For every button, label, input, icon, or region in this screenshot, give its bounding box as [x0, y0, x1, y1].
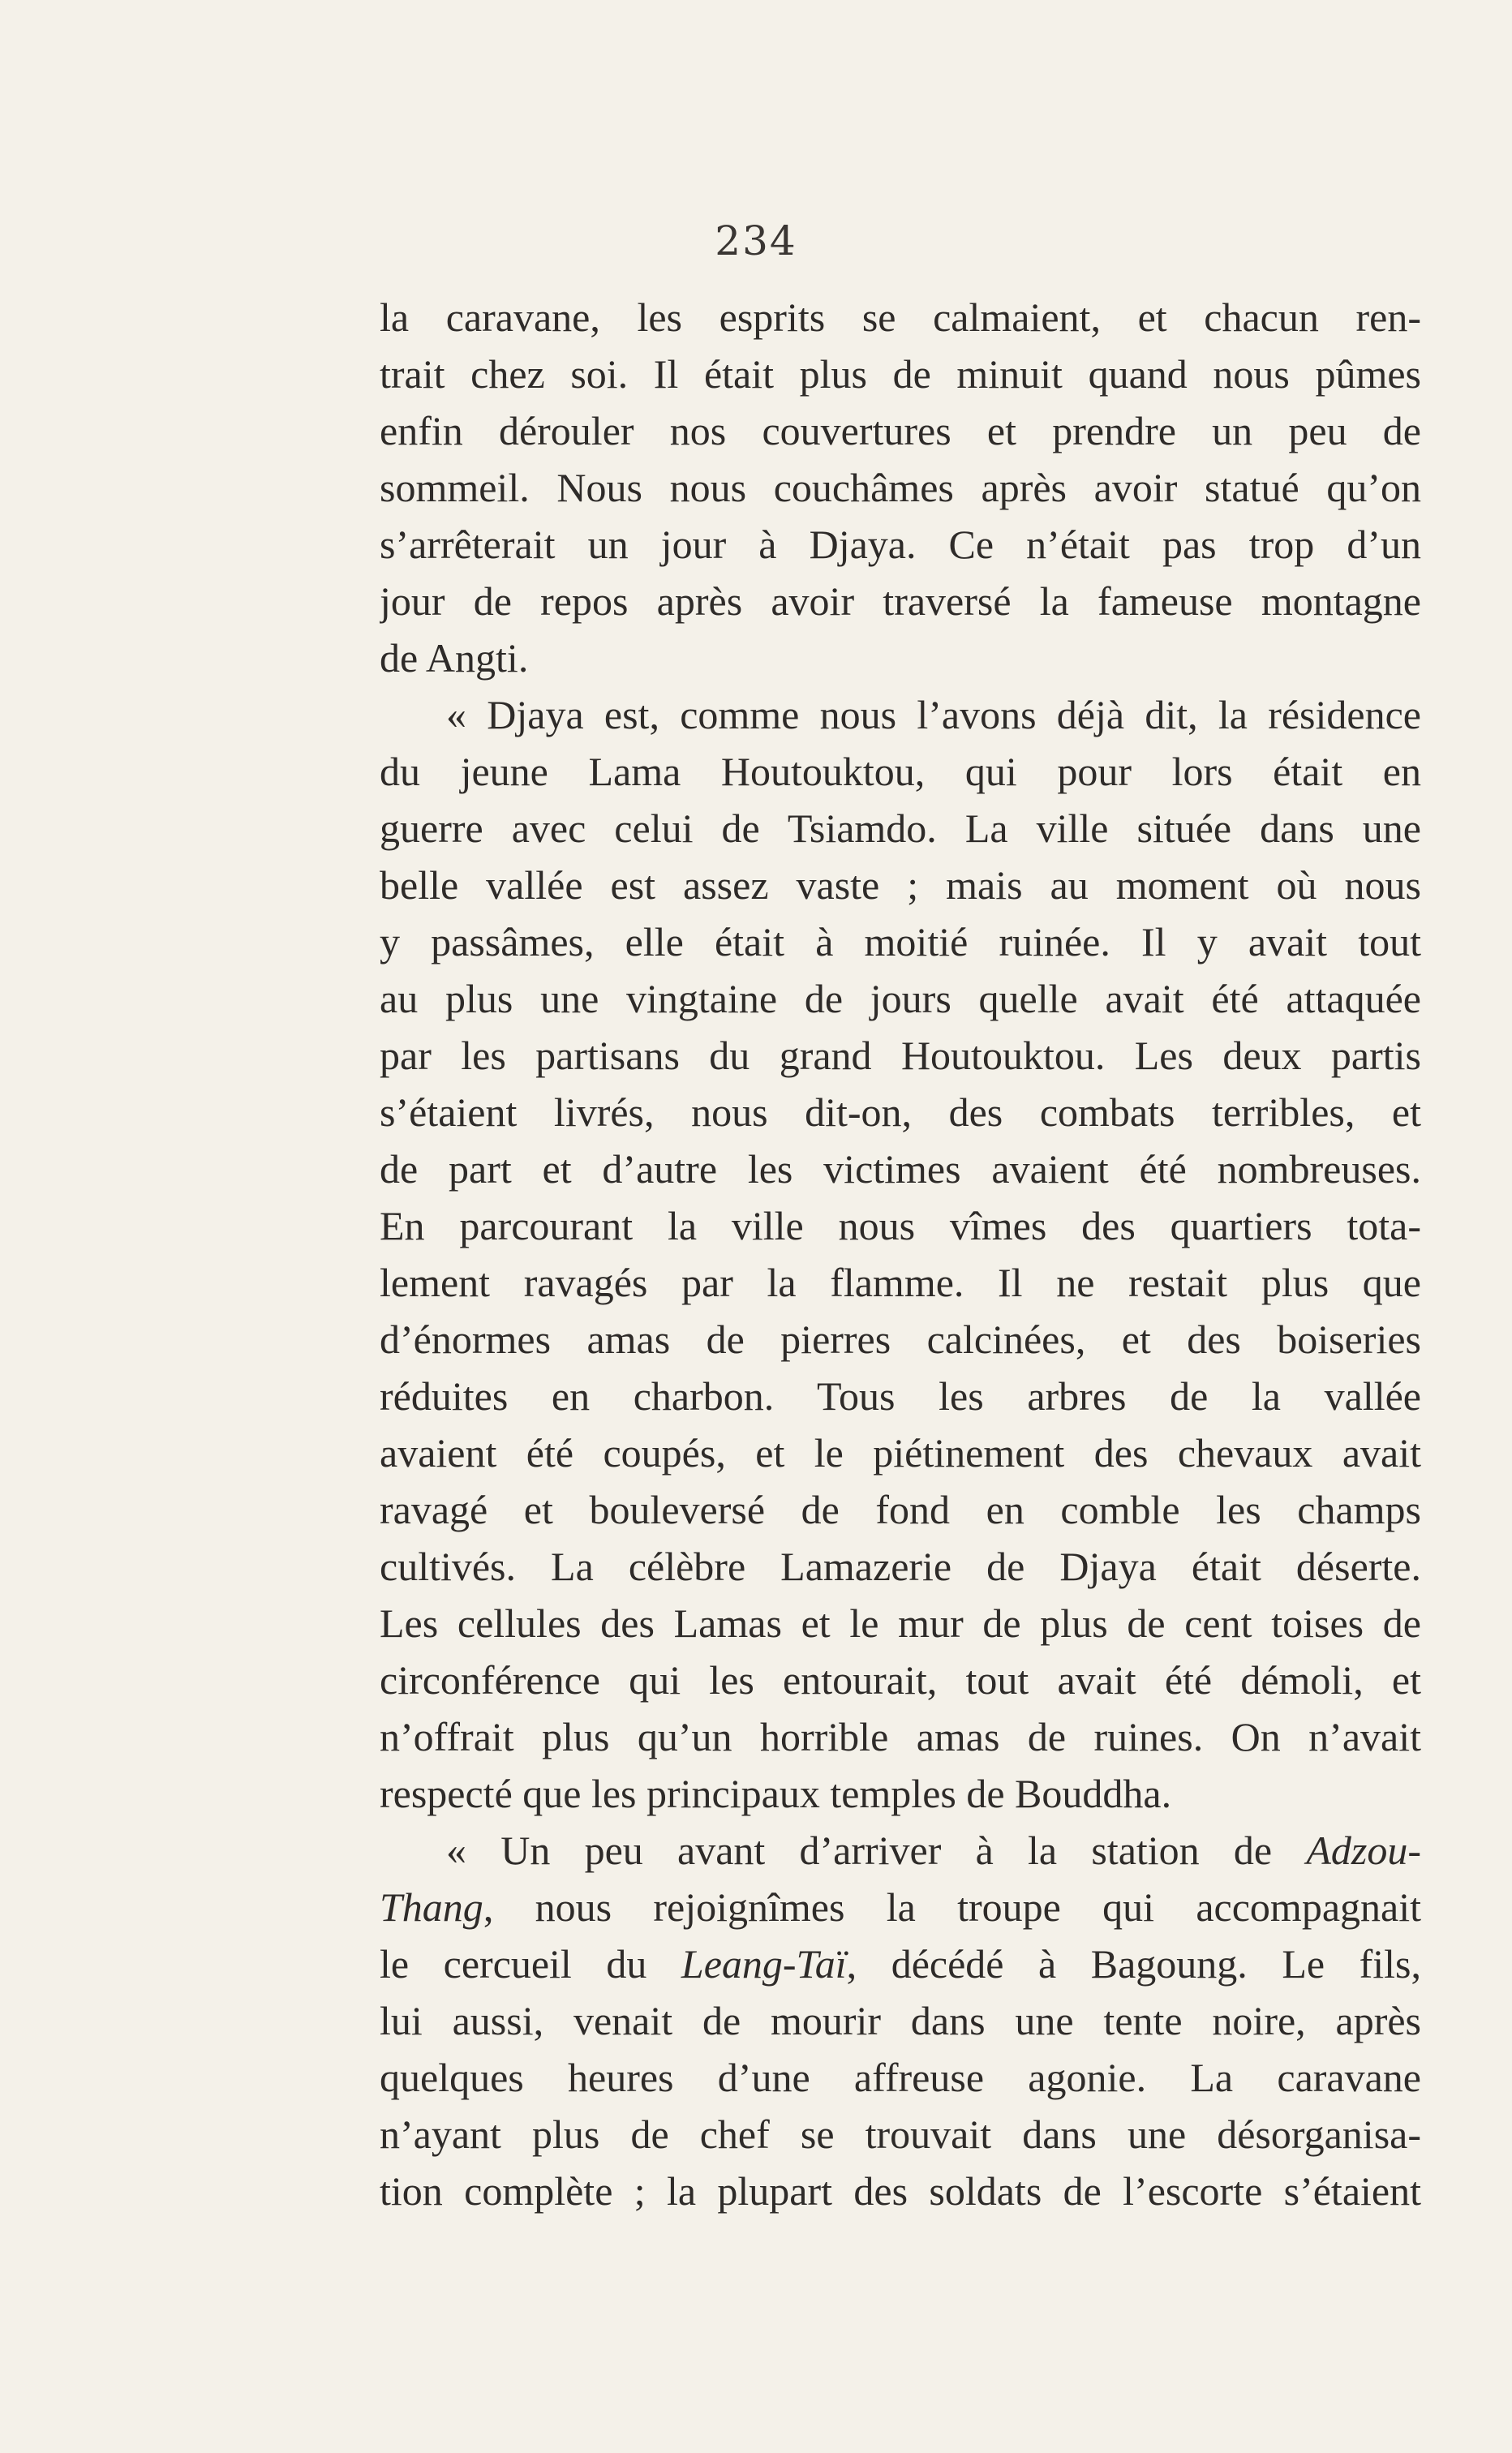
- text-line: trait chez soi. Il était plus de minuit quand nous pûmes: [380, 351, 1421, 397]
- text-line: s’étaient livrés, nous dit-on, des combats terribles, et: [380, 1089, 1421, 1135]
- text-line: sommeil. Nous nous couchâmes après avoir statué qu’on: [380, 465, 1421, 510]
- text-line: Les cellules des Lamas et le mur de plus de cent toises de: [380, 1600, 1421, 1646]
- text-line: [380, 1822, 1421, 1879]
- text-segment: « Un peu avant d’arriver à la station de: [446, 1828, 1307, 1873]
- body-text: [380, 289, 1421, 2219]
- text-line: y passâmes, elle était à moitié ruinée. Il y avait tout: [380, 919, 1421, 964]
- text-line: [380, 1879, 1421, 1935]
- text-line: n’ayant plus de chef se trouvait dans une désorganisa-: [380, 2111, 1421, 2157]
- text-line: enfin dérouler nos couvertures et prendre un peu de: [380, 408, 1421, 453]
- text-line: d’énormes amas de pierres calcinées, et des boiseries: [380, 1317, 1421, 1362]
- italic-title: Leang-Taï: [681, 1941, 847, 1987]
- text-line: n’offrait plus qu’un horrible amas de ruines. On n’avait: [380, 1714, 1421, 1759]
- text-line: lui aussi, venait de mourir dans une tente noire, après: [380, 1998, 1421, 2043]
- text-line: tion complète ; la plupart des soldats de l’escorte s’étaient: [380, 2168, 1421, 2214]
- text-line: respecté que les principaux temples de Bouddha.: [380, 1771, 1172, 1816]
- text-line: lement ravagés par la flamme. Il ne restait plus que: [380, 1260, 1421, 1305]
- text-line: s’arrêterait un jour à Djaya. Ce n’était pas trop d’un: [380, 522, 1421, 567]
- text-line: guerre avec celui de Tsiamdo. La ville située dans une: [380, 805, 1421, 851]
- page-number: 234: [715, 217, 797, 264]
- text-line: de Angti.: [380, 635, 529, 681]
- text-line: [380, 1935, 1421, 1992]
- text-segment: le cercueil du: [380, 1941, 681, 1987]
- italic-place-name: Thang: [380, 1884, 483, 1930]
- text-line: réduites en charbon. Tous les arbres de la vallée: [380, 1373, 1421, 1419]
- italic-place-name: Adzou-: [1306, 1828, 1421, 1873]
- text-line: du jeune Lama Houtouktou, qui pour lors était en: [380, 749, 1421, 794]
- text-line: quelques heures d’une affreuse agonie. La caravane: [380, 2055, 1421, 2100]
- text-line: En parcourant la ville nous vîmes des quartiers tota-: [380, 1203, 1421, 1248]
- text-line: par les partisans du grand Houtouktou. Les deux partis: [380, 1033, 1421, 1078]
- text-line: circonférence qui les entourait, tout avait été démoli, et: [380, 1657, 1421, 1703]
- text-line: ravagé et bouleversé de fond en comble les champs: [380, 1487, 1421, 1532]
- text-line: de part et d’autre les victimes avaient été nombreuses.: [380, 1146, 1421, 1192]
- text-line: « Djaya est, comme nous l’avons déjà dit, la résidence: [446, 692, 1421, 737]
- text-line: cultivés. La célèbre Lamazerie de Djaya était déserte.: [380, 1544, 1421, 1589]
- text-segment: , décédé à Bagoung. Le fils,: [846, 1941, 1421, 1987]
- text-segment: , nous rejoignîmes la troupe qui accompagnait: [483, 1884, 1421, 1930]
- text-line: avaient été coupés, et le piétinement des chevaux avait: [380, 1430, 1421, 1476]
- text-line: belle vallée est assez vaste ; mais au moment où nous: [380, 862, 1421, 908]
- text-line: la caravane, les esprits se calmaient, et chacun ren-: [380, 294, 1421, 340]
- text-line: au plus une vingtaine de jours quelle avait été attaquée: [380, 976, 1421, 1021]
- text-line: jour de repos après avoir traversé la fameuse montagne: [380, 578, 1421, 624]
